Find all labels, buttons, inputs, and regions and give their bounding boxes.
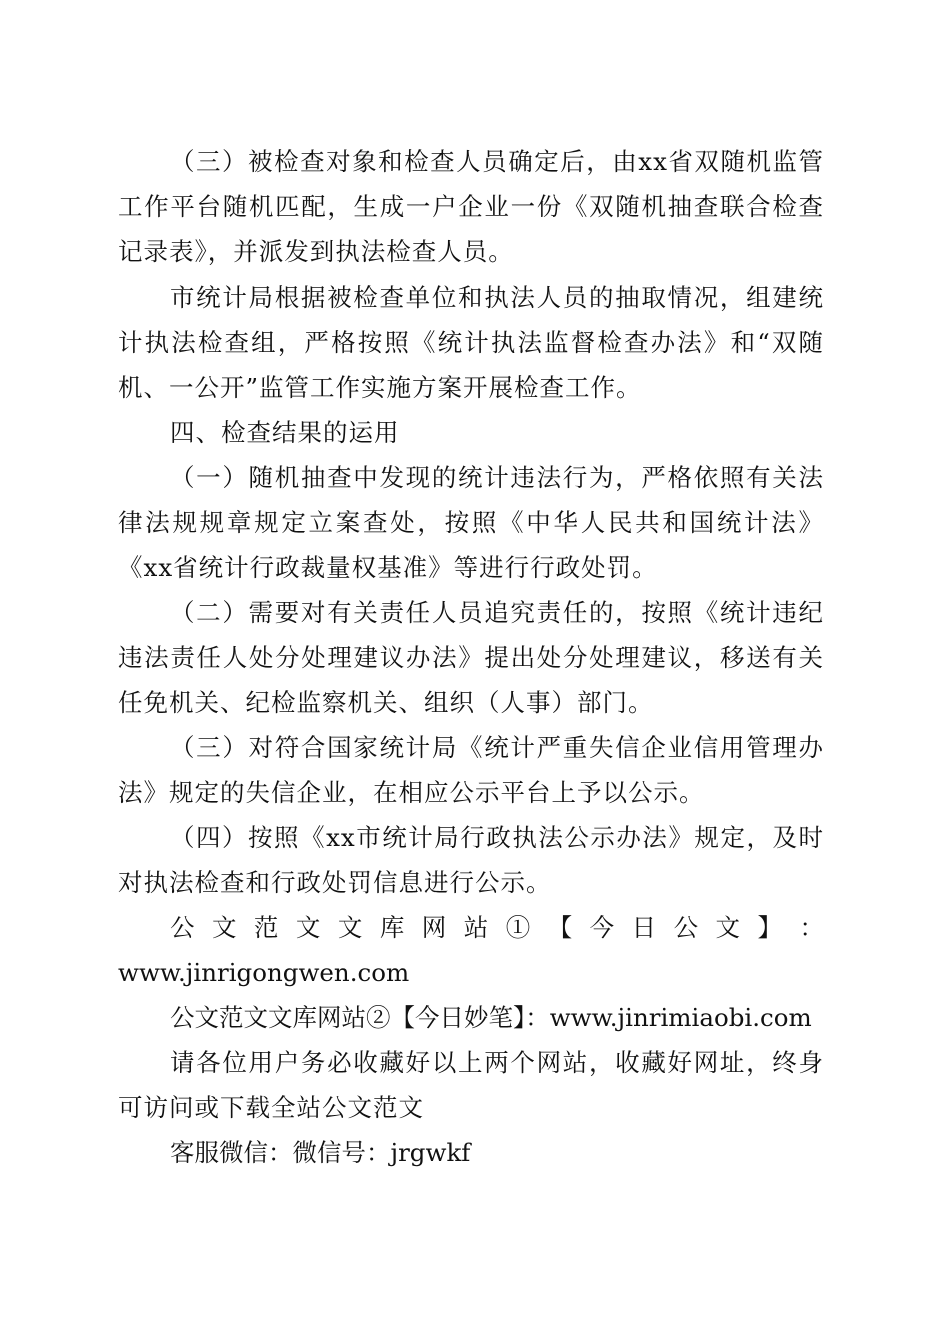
paragraph-line: 法》规定的失信企业，在相应公示平台上予以公示。 (118, 778, 705, 807)
paragraph-line: （三）被检查对象和检查人员确定后，由xx省双随机监管 (170, 147, 824, 176)
paragraph-line: 对执法检查和行政处罚信息进行公示。 (118, 868, 552, 897)
paragraph-line: 《xx省统计行政裁量权基准》等进行行政处罚。 (118, 553, 658, 582)
paragraph-line: （一）随机抽查中发现的统计违法行为，严格依照有关法 (170, 463, 824, 492)
paragraph-line: （三）对符合国家统计局《统计严重失信企业信用管理办 (170, 733, 824, 762)
paragraph-line: 市统计局根据被检查单位和执法人员的抽取情况，组建统 (170, 283, 824, 312)
paragraph-line: 违法责任人处分处理建议办法》提出处分处理建议，移送有关 (118, 643, 824, 672)
paragraph-line: 计执法检查组，严格按照《统计执法监督检查办法》和“双随 (118, 328, 824, 357)
section-heading: 四、检查结果的运用 (170, 418, 400, 447)
website-line: 公文范文文库网站②【今日妙笔】：www.jinrimiaobi.com (170, 1003, 812, 1032)
website-url: www.jinrigongwen.com (118, 958, 410, 987)
paragraph-line: 工作平台随机匹配，生成一户企业一份《双随机抽查联合检查 (118, 192, 824, 221)
notice-line: 请各位用户务必收藏好以上两个网站，收藏好网址，终身 (170, 1048, 824, 1077)
paragraph-line: （四）按照《xx市统计局行政执法公示办法》规定，及时 (170, 823, 824, 852)
paragraph-line: 任免机关、纪检监察机关、组织（人事）部门。 (118, 688, 654, 717)
paragraph-line: 机、一公开”监管工作实施方案开展检查工作。 (118, 373, 642, 402)
website-line: 公 文 范 文 文 库 网 站 ① 【 今 日 公 文 】 ： (170, 913, 824, 942)
paragraph-line: 记录表》，并派发到执法检查人员。 (118, 237, 514, 266)
contact-line: 客服微信：微信号：jrgwkf (170, 1138, 471, 1167)
notice-line: 可访问或下载全站公文范文 (118, 1093, 424, 1122)
paragraph-line: 律法规规章规定立案查处，按照《中华人民共和国统计法》 (118, 508, 824, 537)
paragraph-line: （二）需要对有关责任人员追究责任的，按照《统计违纪 (170, 598, 824, 627)
